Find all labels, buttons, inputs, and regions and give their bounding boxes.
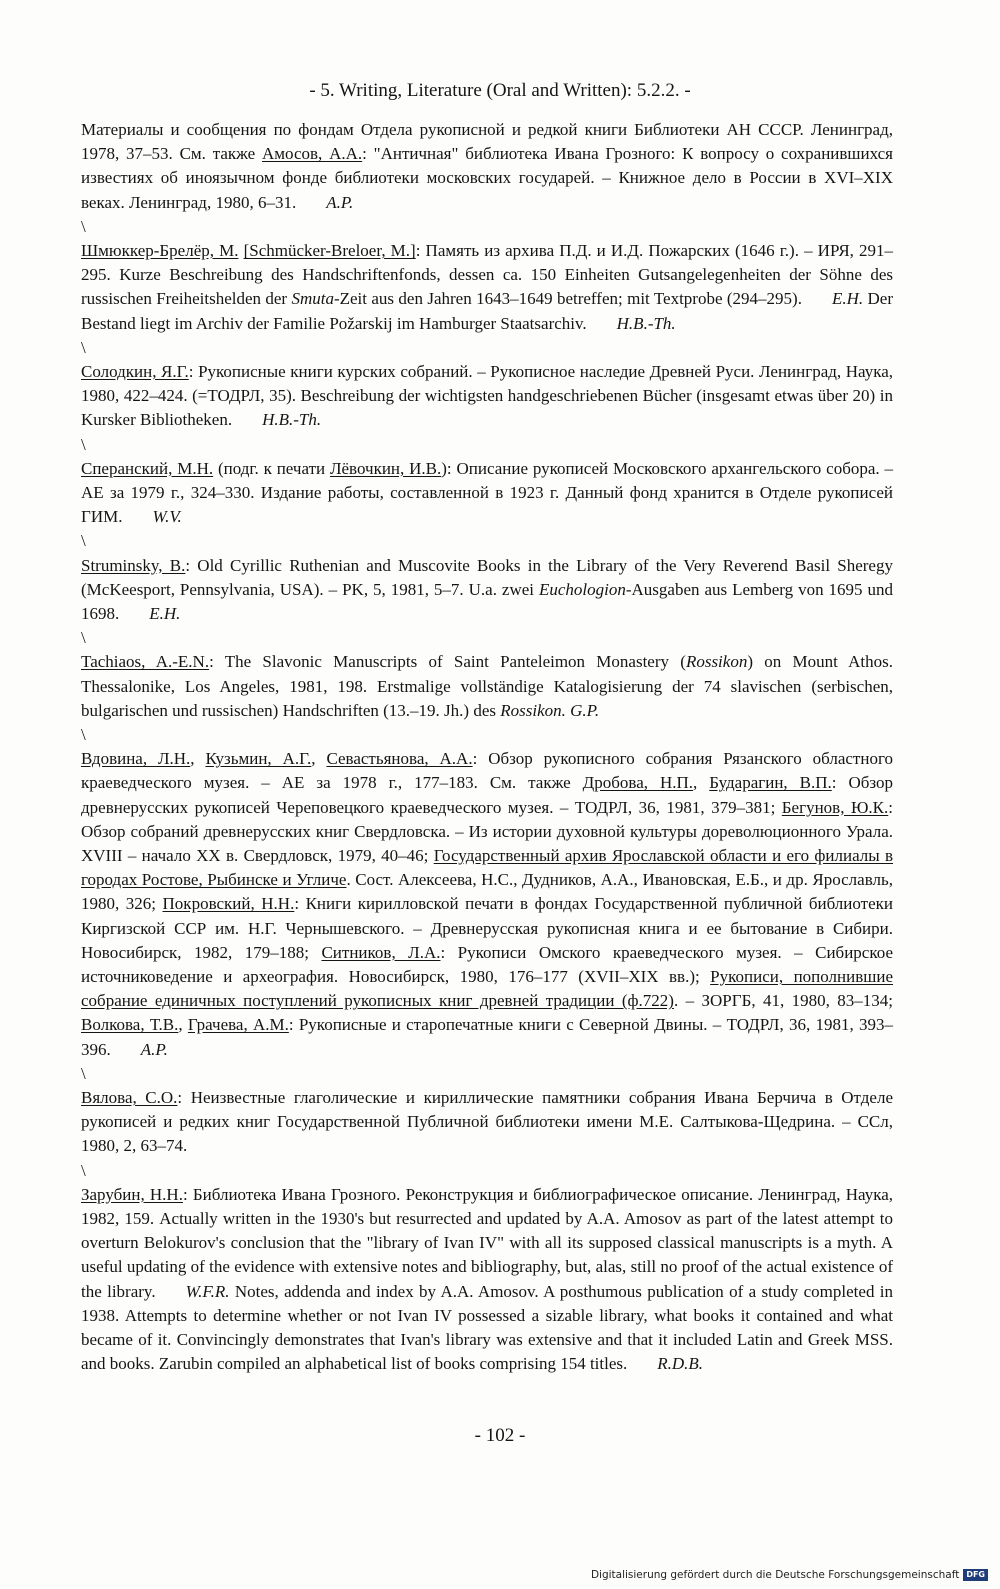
reviewer-initials: E.H. bbox=[831, 289, 864, 309]
cited-reference: Амосов, А.А. bbox=[262, 144, 363, 164]
entry-separator: \ bbox=[81, 1160, 86, 1180]
entry-separator: \ bbox=[81, 434, 86, 454]
entry-separator: \ bbox=[81, 1063, 86, 1083]
cited-reference: Вдовина, Л.Н. bbox=[81, 749, 191, 769]
dfg-logo: DFG bbox=[963, 1569, 988, 1581]
running-head: - 5. Writing, Literature (Oral and Written): 5.2.2. - bbox=[309, 80, 691, 101]
entry-separator: \ bbox=[81, 628, 86, 648]
entry-text: , bbox=[311, 749, 327, 769]
entry-text: Материалы и сообщения по фондам Отдела рукописной и редкой книги Библиотеки АН СССР. Ленинград, 1978, 37–53. См. также bbox=[81, 120, 893, 164]
cited-reference: Солодкин, Я.Г. bbox=[81, 362, 189, 381]
cited-reference: [Schmücker-Breloer, M.] bbox=[243, 241, 416, 260]
cited-reference: Покровский, Н.Н. bbox=[162, 894, 295, 914]
bibliography-entry bbox=[81, 650, 893, 723]
digitization-note: Digitalisierung gefördert durch die Deutsche Forschungsgemeinschaft bbox=[590, 1569, 960, 1581]
entry-text: : Неизвестные глаголические и кириллические памятники собрания Ивана Берчича в Отделе рукописей и редких книг Государственной Публичной библиотеки имени М.Е. Салтыкова-Щедрина. – ССл, 1980, 2, 63–74. bbox=[81, 1088, 893, 1156]
entry-text: -Ausgaben aus Lemberg von 1695 und 1698. bbox=[81, 579, 893, 623]
entry-text: : Память из архива П.Д. и И.Д. Пожарских (1646 г.). – ИРЯ, 291–295. Kurze Beschreibung des Handschriftenfonds, dessen ca. 150 Einheiten Gutsangelegenheiten der Söhne des russischen Freiheitshelden der bbox=[81, 241, 894, 309]
bibliography-entry bbox=[81, 1086, 893, 1159]
cited-reference: Ситников, Л.А. bbox=[321, 942, 441, 962]
entry-text: : The Slavonic Manuscripts of Saint Panteleimon Monastery ( bbox=[209, 652, 686, 672]
italic-text: Smuta bbox=[291, 289, 334, 309]
entry-text: : Обзор древнерусских рукописей Череповецкого краеведческого музея. – ТОДРЛ, 36, 1981, 379–381; bbox=[81, 773, 894, 817]
entry-text: ): Описание рукописей Московского архангельского собора. – АЕ за 1979 г., 324–330. Издание работы, составленной в 1923 г. Данный фонд хранится в Отделе рукописей ГИМ. bbox=[81, 458, 894, 527]
entry-text: -Zeit aus den Jahren 1643–1649 betreffen; mit Textprobe (294–295). bbox=[333, 289, 802, 309]
cited-reference: Дробова, Н.П. bbox=[582, 773, 694, 793]
cited-reference: Лёвочкин, И.В. bbox=[329, 458, 442, 478]
reviewer-initials: H.B.-Th. bbox=[616, 313, 676, 333]
page-number: - 102 - bbox=[474, 1425, 526, 1446]
entry-separator: \ bbox=[81, 531, 86, 551]
reviewer-initials: W.F.R. bbox=[185, 1281, 230, 1301]
cited-reference: Государственный архив Ярославской области и его филиалы в городах Ростове, Рыбинске и Угличе bbox=[81, 846, 894, 890]
cited-reference: Кузьмин, А.Г. bbox=[205, 749, 312, 769]
entry-text: : "Античная" библиотека Ивана Грозного: К вопросу о сохранившихся известиях об иноязычном фонде библиотеки московских государей. – Книжное дело в России в XVI–XIX веках. Ленинград, 1980, 6–31. bbox=[81, 144, 893, 212]
entry-text: : Old Cyrillic Ruthenian and Muscovite Books in the Library of the Very Reverend Basil Sheregy (McKeesport, Pennsylvania, USA). – PK, 5, 1981, 5–7. U.a. zwei bbox=[81, 555, 893, 599]
bibliography-entry bbox=[81, 118, 893, 215]
bibliography-entry bbox=[81, 457, 893, 530]
cited-reference: Бегунов, Ю.К. bbox=[781, 797, 889, 817]
entry-text: , bbox=[693, 773, 710, 793]
cited-reference: Бударагин, В.П. bbox=[709, 773, 832, 793]
entry-separator: \ bbox=[81, 337, 86, 357]
cited-reference: Сперанский, М.Н. bbox=[81, 458, 214, 478]
cited-reference: Севастьянова, А.А. bbox=[326, 749, 473, 769]
reviewer-initials: A.P. bbox=[326, 192, 354, 212]
bibliography-entry bbox=[81, 239, 893, 336]
cited-reference: Зарубин, Н.Н. bbox=[81, 1184, 183, 1204]
entry-text: : Обзор собраний древнерусских книг Свердловска. – Из истории духовной культуры дореволюционного Урала. XVIII – начало XX в. Свердловск, 1979, 40–46; bbox=[81, 797, 893, 865]
bibliography-entry bbox=[81, 360, 893, 433]
bibliography-entry bbox=[81, 554, 893, 627]
bibliography-entry bbox=[81, 747, 893, 1062]
entry-text: : Рукописные книги курских собраний. – Рукописное наследие Древней Руси. Ленинград, Наука, 1980, 422–424. (=ТОДРЛ, 35). Beschreibung der wichtigsten handgeschriebenen Bücher (insgesamt etwas über 20) in Kursker Bibliotheken. bbox=[81, 362, 893, 430]
italic-text: G.P. bbox=[570, 700, 600, 720]
entry-text: (подг. к печати bbox=[213, 458, 330, 478]
entry-text: Notes, addenda and index by A.A. Amosov. A posthumous publication of a study completed in 1938. Attempts to determine whether or not Ivan IV possessed a sizable library, what books it contained and what became of it. Convincingly demonstrates that Ivan's library was extensive and that it included Latin and Greek MSS. and books. Zarubin compiled an alphabetical list of books comprising 154 titles. bbox=[81, 1281, 894, 1374]
entry-text: , bbox=[178, 1015, 188, 1035]
bibliography-entry bbox=[81, 1183, 893, 1377]
bibliography-entries bbox=[81, 118, 893, 1376]
entry-text: : Рукописи Омского краеведческого музея. – Сибирское источниковедение и археография. Новосибирск, 1980, 176–177 (XVII–XIX вв.); bbox=[81, 942, 893, 987]
entry-separator: \ bbox=[81, 216, 86, 236]
reviewer-initials: E.H. bbox=[149, 604, 181, 623]
entry-text: Der Bestand liegt im Archiv der Familie Požarskij im Hamburger Staatsarchiv. bbox=[81, 289, 894, 333]
italic-text: Rossikon. bbox=[500, 700, 566, 720]
cited-reference: Грачева, А.М. bbox=[187, 1015, 289, 1035]
entry-text: : Книги кирилловской печати в фондах Государственной публичной библиотеки Киргизской ССР им. Н.Г. Чернышевского. – Древнерусская рукописная книга и ее бытование в Сибири. Новосибирск, 1982, 179–188; bbox=[81, 894, 893, 962]
entry-text: : Рукописные и старопечатные книги с Северной Двины. – ТОДРЛ, 36, 1981, 393–396. bbox=[81, 1015, 893, 1059]
entry-text: . – ЗОРГБ, 41, 1980, 83–134; bbox=[673, 991, 893, 1011]
italic-text: Euchologion bbox=[538, 579, 626, 599]
cited-reference: Struminsky, B. bbox=[81, 555, 186, 575]
entry-text: : Библиотека Ивана Грозного. Реконструкция и библиографическое описание. Ленинград, Наука, 1982, 159. Actually written in the 1930's but resurrected and updated by A.A. Amosov as part of the latest attempt to overturn Belokurov's conclusion that the "library of Ivan IV" with all its supposed classical manuscripts is a myth. A useful updating of the evidence with extensive notes and bibliography, but, alas, still no proof of the actual existence of the library. bbox=[81, 1184, 894, 1301]
reviewer-initials: H.B.-Th. bbox=[262, 410, 322, 430]
cited-reference: Волкова, Т.В. bbox=[81, 1015, 179, 1035]
entry-text: ) on Mount Athos. Thessalonike, Los Angeles, 1981, 198. Erstmalige vollständige Katalogisierung der 74 slavischen (serbischen, bulgarischen und russischen) Handschriften (13.–19. Jh.) des bbox=[81, 652, 894, 720]
entry-text: : Обзор рукописного собрания Рязанского областного краеведческого музея. – АЕ за 1978 г., 177–183. См. также bbox=[81, 749, 894, 793]
reviewer-initials: R.D.B. bbox=[657, 1354, 704, 1374]
digitization-footer bbox=[591, 1569, 988, 1581]
cited-reference: Рукописи, пополнившие собрание единичных поступлений рукописных книг древней традиции (ф.722) bbox=[81, 967, 893, 1011]
cited-reference: Tachiaos, A.-E.N. bbox=[81, 652, 210, 672]
entry-text: , bbox=[190, 749, 206, 769]
reviewer-initials: A.P. bbox=[140, 1039, 168, 1059]
cited-reference: Вялова, С.О. bbox=[81, 1088, 178, 1108]
italic-text: Rossikon bbox=[685, 652, 748, 672]
cited-reference: Шмюккер-Брелёр, М. bbox=[81, 241, 239, 260]
entry-text: . Сост. Алексеева, Н.С., Дудников, А.А., Ивановская, Е.Б., и др. Ярославль, 1980, 326; bbox=[81, 870, 893, 914]
reviewer-initials: W.V. bbox=[152, 507, 182, 527]
entry-separator: \ bbox=[81, 725, 86, 744]
